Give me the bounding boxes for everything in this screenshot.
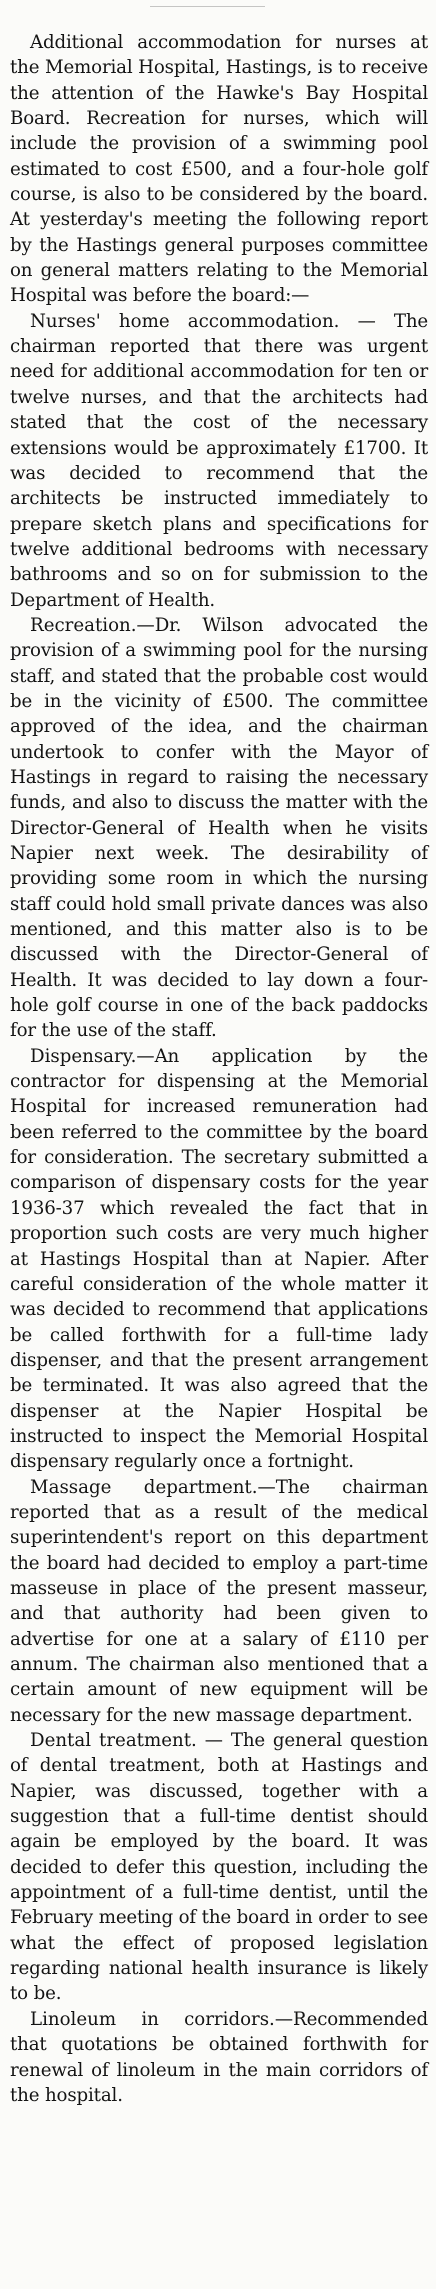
linoleum-heading: Linoleum in corridors.— <box>30 2008 294 2030</box>
article-body <box>10 30 428 2108</box>
linoleum-paragraph <box>10 2007 428 2108</box>
massage-text: The chairman reported that as a result of the medical superintendent's report on this department the board had decided to employ a part-time masseuse in place of the present masseur, and that authority had been given to advertise for one at a salary of £110 per annum. The chairman also mentioned that a certain amount of new equipment will be necessary for the new massage department. <box>10 1476 428 1726</box>
dental-heading: Dental treatment. — <box>30 1730 223 1752</box>
nurses-home-text: The chairman reported that there was urgent need for additional accommodation for ten or twelve nurses, and that the architects had stated that the cost of the necessary extensions would be approximately £1700. It was decided to recommend that the architects be instructed immediately to prepare sketch plans and specifications for twelve additional bedrooms with necessary bathrooms and so on for submission to the Department of Health. <box>10 310 428 611</box>
massage-paragraph <box>10 1475 428 1728</box>
recreation-paragraph <box>10 613 428 1044</box>
dispensary-paragraph <box>10 1044 428 1475</box>
dental-paragraph <box>10 1728 428 2007</box>
dispensary-heading: Dispensary.— <box>30 1045 155 1067</box>
nurses-home-paragraph <box>10 309 428 613</box>
intro-text: Additional accommodation for nurses at the Memorial Hospital, Hastings, is to receive the attention of the Hawke's Bay Hospital Board. Recreation for nurses, which will include the provision of a swimming pool estimated to cost £500, and a four-hole golf course, is also to be considered by the board. At yesterday's meeting the following report by the Hastings general purposes committee on general matters relating to the Memorial Hospital was before the board:— <box>10 32 428 307</box>
dispensary-text: An application by the contractor for dispensing at the Memorial Hospital for increased remuneration had been referred to the committee by the board for consideration. The secretary submitted a comparison of dispensary costs for the year 1936-37 which revealed the fact that in proportion such costs are very much higher at Hastings Hospital than at Napier. After careful consideration of the whole matter it was decided to recommend that applications be called forthwith for a full-time lady dispenser, and that the present arrangement be terminated. It was also agreed that the dispenser at the Napier Hospital be instructed to inspect the Memorial Hospital dispensary regularly once a fortnight. <box>10 1045 428 1473</box>
recreation-text: Dr. Wilson advocated the provision of a swimming pool for the nursing staff, and stated that the probable cost would be in the vicinity of £500. The committee approved of the idea, and the chairman undertook to confer with the Mayor of Hastings in regard to raising the necessary funds, and also to discuss the matter with the Director-General of Health when he visits Napier next week. The desirability of providing some room in which the nursing staff could hold small private dances was also mentioned, and this matter also is to be discussed with the Director-General of Health. It was decided to lay down a four-hole golf course in one of the back paddocks for the use of the staff. <box>10 614 428 1042</box>
massage-heading: Massage department.— <box>30 1476 276 1498</box>
nurses-home-heading: Nurses' home accommodation. — <box>30 310 376 332</box>
recreation-heading: Recreation.— <box>30 614 155 636</box>
cropped-headline-fragment <box>150 0 265 7</box>
dental-text: The general question of dental treatment, both at Hastings and Napier, was discussed, together with a suggestion that a full-time dentist should again be employed by the board. It was decided to defer this question, including the appointment of a full-time dentist, until the February meeting of the board in order to see what the effect of proposed legislation regarding national health insurance is likely to be. <box>10 1730 429 2005</box>
intro-paragraph <box>10 30 428 309</box>
linoleum-text: Recommended that quotations be obtained forthwith for renewal of linoleum in the main corridors of the hospital. <box>10 2008 428 2106</box>
